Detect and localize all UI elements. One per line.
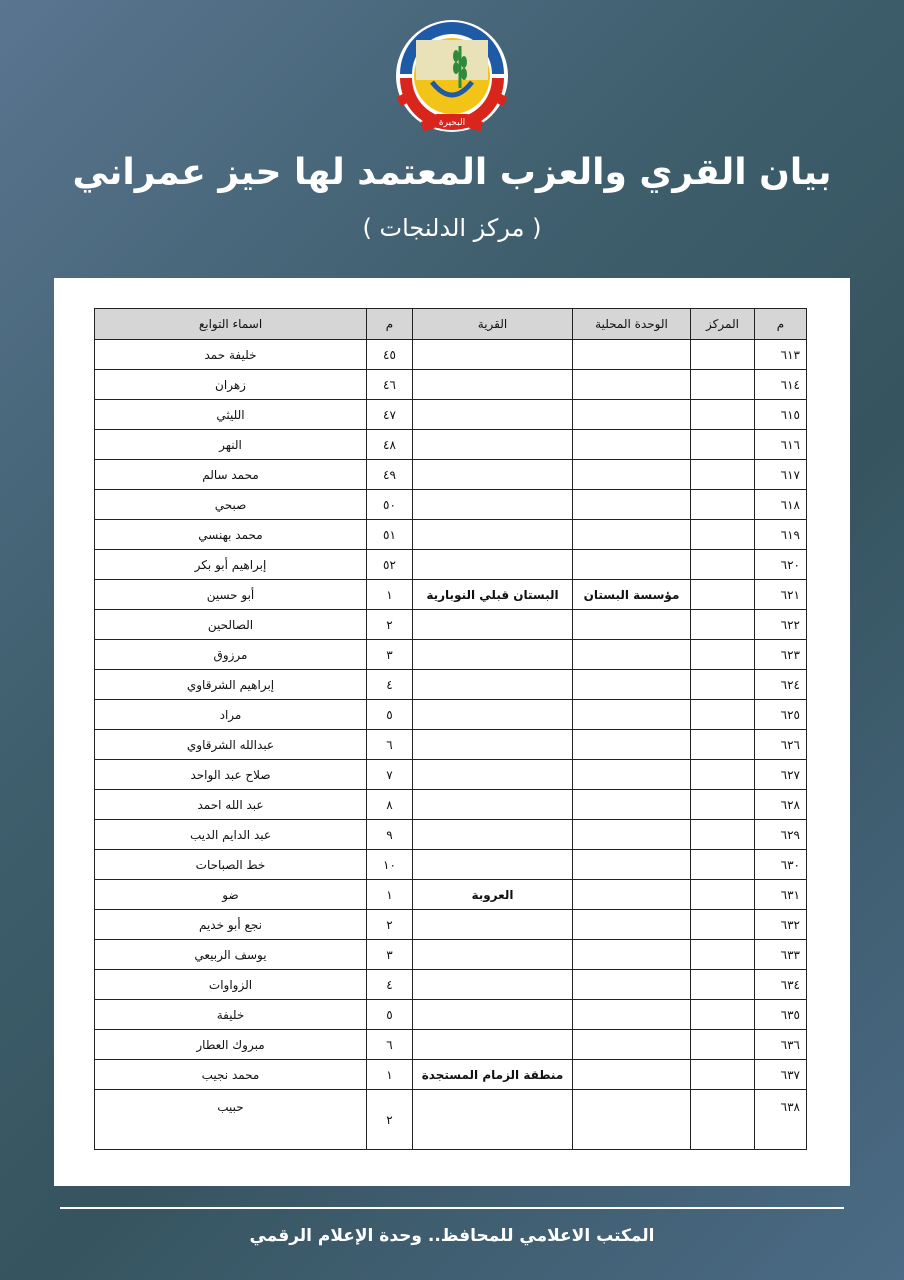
serial-cell: ٦٢٦ [755, 730, 807, 760]
markaz-cell [691, 430, 755, 460]
local-unit-cell [573, 970, 691, 1000]
dependency-name-cell: الزواوات [95, 970, 367, 1000]
village-cell [413, 970, 573, 1000]
dependency-name-cell: يوسف الربيعي [95, 940, 367, 970]
markaz-cell [691, 670, 755, 700]
sub-serial-cell: ١٠ [367, 850, 413, 880]
local-unit-cell [573, 400, 691, 430]
village-cell [413, 910, 573, 940]
table-row [95, 1000, 807, 1030]
serial-cell: ٦٣٨ [755, 1090, 807, 1150]
markaz-cell [691, 760, 755, 790]
local-unit-cell [573, 1000, 691, 1030]
local-unit-cell [573, 1090, 691, 1150]
village-cell [413, 1000, 573, 1030]
dependency-name-cell: أبو حسين [95, 580, 367, 610]
table-row [95, 1030, 807, 1060]
local-unit-cell [573, 700, 691, 730]
markaz-cell [691, 730, 755, 760]
village-cell [413, 730, 573, 760]
serial-cell: ٦٢٥ [755, 700, 807, 730]
local-unit-cell [573, 490, 691, 520]
village-cell [413, 400, 573, 430]
markaz-cell [691, 580, 755, 610]
table-row [95, 850, 807, 880]
village-cell [413, 340, 573, 370]
sub-serial-cell: ٣ [367, 640, 413, 670]
village-cell [413, 700, 573, 730]
local-unit-cell [573, 940, 691, 970]
village-cell [413, 520, 573, 550]
table-row [95, 610, 807, 640]
dependency-name-cell: زهران [95, 370, 367, 400]
table-row [95, 790, 807, 820]
dependency-name-cell: الصالحين [95, 610, 367, 640]
local-unit-cell [573, 640, 691, 670]
sub-serial-cell: ٧ [367, 760, 413, 790]
page-subtitle: ( مركز الدلنجات ) [362, 214, 542, 242]
local-unit-cell [573, 430, 691, 460]
village-cell [413, 1090, 573, 1150]
dependency-name-cell: مراد [95, 700, 367, 730]
dependency-name-cell: الليثي [95, 400, 367, 430]
local-unit-cell [573, 340, 691, 370]
footer-divider [60, 1207, 844, 1209]
sub-serial-cell: ٤٧ [367, 400, 413, 430]
page-title: بيان القري والعزب المعتمد لها حيز عمراني [72, 152, 832, 193]
sub-serial-cell: ٩ [367, 820, 413, 850]
village-cell: البستان قبلي النوبارية [413, 580, 573, 610]
header-local-unit: الوحدة المحلية [573, 309, 691, 340]
markaz-cell [691, 880, 755, 910]
dependency-name-cell: عبد الله احمد [95, 790, 367, 820]
local-unit-cell [573, 760, 691, 790]
village-cell [413, 820, 573, 850]
local-unit-cell [573, 1030, 691, 1060]
village-cell [413, 490, 573, 520]
dependency-name-cell: محمد نجيب [95, 1060, 367, 1090]
dependency-name-cell: إبراهيم الشرقاوي [95, 670, 367, 700]
serial-cell: ٦٢٧ [755, 760, 807, 790]
table-row [95, 340, 807, 370]
table-row [95, 730, 807, 760]
village-cell [413, 460, 573, 490]
markaz-cell [691, 850, 755, 880]
serial-cell: ٦١٣ [755, 340, 807, 370]
sub-serial-cell: ٤ [367, 970, 413, 1000]
dependency-name-cell: ضو [95, 880, 367, 910]
sub-serial-cell: ٤٥ [367, 340, 413, 370]
footer-credit: المكتب الاعلامي للمحافظ.. وحدة الإعلام الرقمي [249, 1226, 655, 1246]
sub-serial-cell: ٤٨ [367, 430, 413, 460]
dependency-name-cell: مرزوق [95, 640, 367, 670]
sub-serial-cell: ٢ [367, 910, 413, 940]
markaz-cell [691, 1060, 755, 1090]
serial-cell: ٦٣٥ [755, 1000, 807, 1030]
serial-cell: ٦٢٨ [755, 790, 807, 820]
local-unit-cell [573, 1060, 691, 1090]
serial-cell: ٦١٨ [755, 490, 807, 520]
serial-cell: ٦١٥ [755, 400, 807, 430]
table-row [95, 1090, 807, 1150]
serial-cell: ٦٣٤ [755, 970, 807, 1000]
governorate-logo [392, 16, 512, 136]
dependency-name-cell: خط الصباحات [95, 850, 367, 880]
serial-cell: ٦٣٢ [755, 910, 807, 940]
markaz-cell [691, 970, 755, 1000]
serial-cell: ٦١٤ [755, 370, 807, 400]
table-row [95, 400, 807, 430]
table-row [95, 640, 807, 670]
markaz-cell [691, 790, 755, 820]
village-cell [413, 1030, 573, 1060]
local-unit-cell [573, 820, 691, 850]
serial-cell: ٦٢٢ [755, 610, 807, 640]
dependency-name-cell: مبروك العطار [95, 1030, 367, 1060]
local-unit-cell [573, 730, 691, 760]
header-markaz: المركز [691, 309, 755, 340]
serial-cell: ٦٢٩ [755, 820, 807, 850]
sub-serial-cell: ٥ [367, 700, 413, 730]
village-cell [413, 850, 573, 880]
dependency-name-cell: إبراهيم أبو بكر [95, 550, 367, 580]
header-dependencies: اسماء التوابع [95, 309, 367, 340]
serial-cell: ٦١٦ [755, 430, 807, 460]
markaz-cell [691, 1030, 755, 1060]
markaz-cell [691, 490, 755, 520]
serial-cell: ٦٣١ [755, 880, 807, 910]
markaz-cell [691, 820, 755, 850]
table-row [95, 670, 807, 700]
sub-serial-cell: ٢ [367, 610, 413, 640]
sub-serial-cell: ١ [367, 1060, 413, 1090]
markaz-cell [691, 400, 755, 430]
village-cell: منطقة الزمام المستجدة [413, 1060, 573, 1090]
village-cell [413, 550, 573, 580]
dependency-name-cell: عبدالله الشرقاوي [95, 730, 367, 760]
serial-cell: ٦١٩ [755, 520, 807, 550]
serial-cell: ٦١٧ [755, 460, 807, 490]
village-cell [413, 790, 573, 820]
table-row [95, 970, 807, 1000]
table-row [95, 370, 807, 400]
village-cell [413, 640, 573, 670]
village-cell: العروبة [413, 880, 573, 910]
dependency-name-cell: عبد الدايم الديب [95, 820, 367, 850]
dependency-name-cell: خليفة حمد [95, 340, 367, 370]
markaz-cell [691, 340, 755, 370]
sub-serial-cell: ٤ [367, 670, 413, 700]
local-unit-cell [573, 520, 691, 550]
serial-cell: ٦٣٧ [755, 1060, 807, 1090]
local-unit-cell [573, 460, 691, 490]
table-row [95, 1060, 807, 1090]
villages-table [94, 308, 807, 1150]
village-cell [413, 670, 573, 700]
local-unit-cell [573, 550, 691, 580]
local-unit-cell [573, 850, 691, 880]
markaz-cell [691, 1000, 755, 1030]
dependency-name-cell: النهر [95, 430, 367, 460]
village-cell [413, 760, 573, 790]
table-row [95, 580, 807, 610]
markaz-cell [691, 940, 755, 970]
sub-serial-cell: ٥١ [367, 520, 413, 550]
dependency-name-cell: صبحي [95, 490, 367, 520]
table-row [95, 880, 807, 910]
dependency-name-cell: حبيب [95, 1090, 367, 1150]
sub-serial-cell: ٢ [367, 1090, 413, 1150]
local-unit-cell [573, 790, 691, 820]
sub-serial-cell: ٦ [367, 730, 413, 760]
table-row [95, 820, 807, 850]
document-panel [54, 278, 850, 1186]
markaz-cell [691, 700, 755, 730]
markaz-cell [691, 460, 755, 490]
header-sub-serial: م [367, 309, 413, 340]
village-cell [413, 430, 573, 460]
markaz-cell [691, 910, 755, 940]
markaz-cell [691, 640, 755, 670]
table-row [95, 430, 807, 460]
header-serial: م [755, 309, 807, 340]
serial-cell: ٦٢٠ [755, 550, 807, 580]
sub-serial-cell: ٤٦ [367, 370, 413, 400]
sub-serial-cell: ٦ [367, 1030, 413, 1060]
village-cell [413, 610, 573, 640]
table-row [95, 910, 807, 940]
local-unit-cell: مؤسسة البستان [573, 580, 691, 610]
sub-serial-cell: ١ [367, 880, 413, 910]
sub-serial-cell: ٣ [367, 940, 413, 970]
table-row [95, 520, 807, 550]
sub-serial-cell: ٥٠ [367, 490, 413, 520]
serial-cell: ٦٣٣ [755, 940, 807, 970]
local-unit-cell [573, 610, 691, 640]
table-row [95, 460, 807, 490]
serial-cell: ٦٣٠ [755, 850, 807, 880]
dependency-name-cell: خليفة [95, 1000, 367, 1030]
local-unit-cell [573, 910, 691, 940]
dependency-name-cell: محمد سالم [95, 460, 367, 490]
markaz-cell [691, 370, 755, 400]
serial-cell: ٦٣٦ [755, 1030, 807, 1060]
local-unit-cell [573, 670, 691, 700]
village-cell [413, 370, 573, 400]
markaz-cell [691, 610, 755, 640]
header-village: القرية [413, 309, 573, 340]
sub-serial-cell: ١ [367, 580, 413, 610]
sub-serial-cell: ٤٩ [367, 460, 413, 490]
dependency-name-cell: نجع أبو خديم [95, 910, 367, 940]
sub-serial-cell: ٨ [367, 790, 413, 820]
markaz-cell [691, 520, 755, 550]
table-row [95, 700, 807, 730]
sub-serial-cell: ٥ [367, 1000, 413, 1030]
markaz-cell [691, 550, 755, 580]
table-row [95, 940, 807, 970]
serial-cell: ٦٢٤ [755, 670, 807, 700]
table-row [95, 550, 807, 580]
sub-serial-cell: ٥٢ [367, 550, 413, 580]
local-unit-cell [573, 370, 691, 400]
table-header-row [95, 309, 807, 340]
logo-label: البحيرة [438, 118, 466, 128]
table-row [95, 760, 807, 790]
serial-cell: ٦٢١ [755, 580, 807, 610]
table-row [95, 490, 807, 520]
dependency-name-cell: صلاح عبد الواحد [95, 760, 367, 790]
serial-cell: ٦٢٣ [755, 640, 807, 670]
markaz-cell [691, 1090, 755, 1150]
local-unit-cell [573, 880, 691, 910]
dependency-name-cell: محمد بهنسي [95, 520, 367, 550]
village-cell [413, 940, 573, 970]
